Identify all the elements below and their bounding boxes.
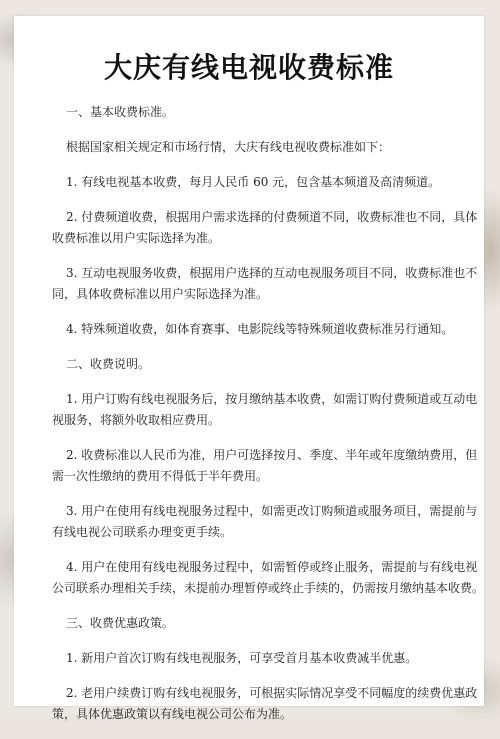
list-item: 2. 老用户续费订购有线电视服务，可根据实际情况享受不同幅度的续费优惠政策，具体优惠政策以有线电视公司公布为准。 [52,686,478,721]
list-item: 1. 用户订购有线电视服务后，按月缴纳基本收费，如需订购付费频道或互动电视服务，将额外收取相应费用。 [52,392,478,427]
list-item: 3. 互动电视服务收费，根据用户选择的互动电视服务项目不同，收费标准也不同，具体收费标准以用户实际选择为准。 [52,266,478,301]
section-heading: 三、收费优惠政策。 [66,616,175,630]
document-body [52,102,484,739]
list-item: 4. 特殊频道收费，如体育赛事、电影院线等特殊频道收费标准另行通知。 [66,322,454,336]
list-item: 4. 用户在使用有线电视服务过程中，如需暂停或终止服务，需提前与有线电视公司联系办理相关手续，未提前办理暂停或终止手续的，仍需按月缴纳基本收费。 [52,560,485,595]
list-item: 1. 新用户首次订购有线电视服务，可享受首月基本收费减半优惠。 [66,651,418,665]
document-title: 大庆有线电视收费标准 [103,51,394,84]
paragraph: 根据国家相关规定和市场行情，大庆有线电视收费标准如下： [66,140,391,154]
list-item: 1. 有线电视基本收费，每月人民币 60 元，包含基本频道及高清频道。 [66,175,441,189]
section-heading: 二、收费说明。 [66,357,151,371]
section-heading: 一、基本收费标准。 [66,105,175,119]
document-page [14,16,485,721]
list-item: 2. 付费频道收费，根据用户需求选择的付费频道不同，收费标准也不同，具体收费标准以用户实际选择为准。 [52,210,478,245]
list-item: 3. 用户在使用有线电视服务过程中，如需更改订购频道或服务项目，需提前与有线电视公司联系办理变更手续。 [52,504,478,539]
list-item: 2. 收费标准以人民币为准，用户可选择按月、季度、半年或年度缴纳费用，但需一次性缴纳的费用不得低于半年费用。 [52,448,478,483]
